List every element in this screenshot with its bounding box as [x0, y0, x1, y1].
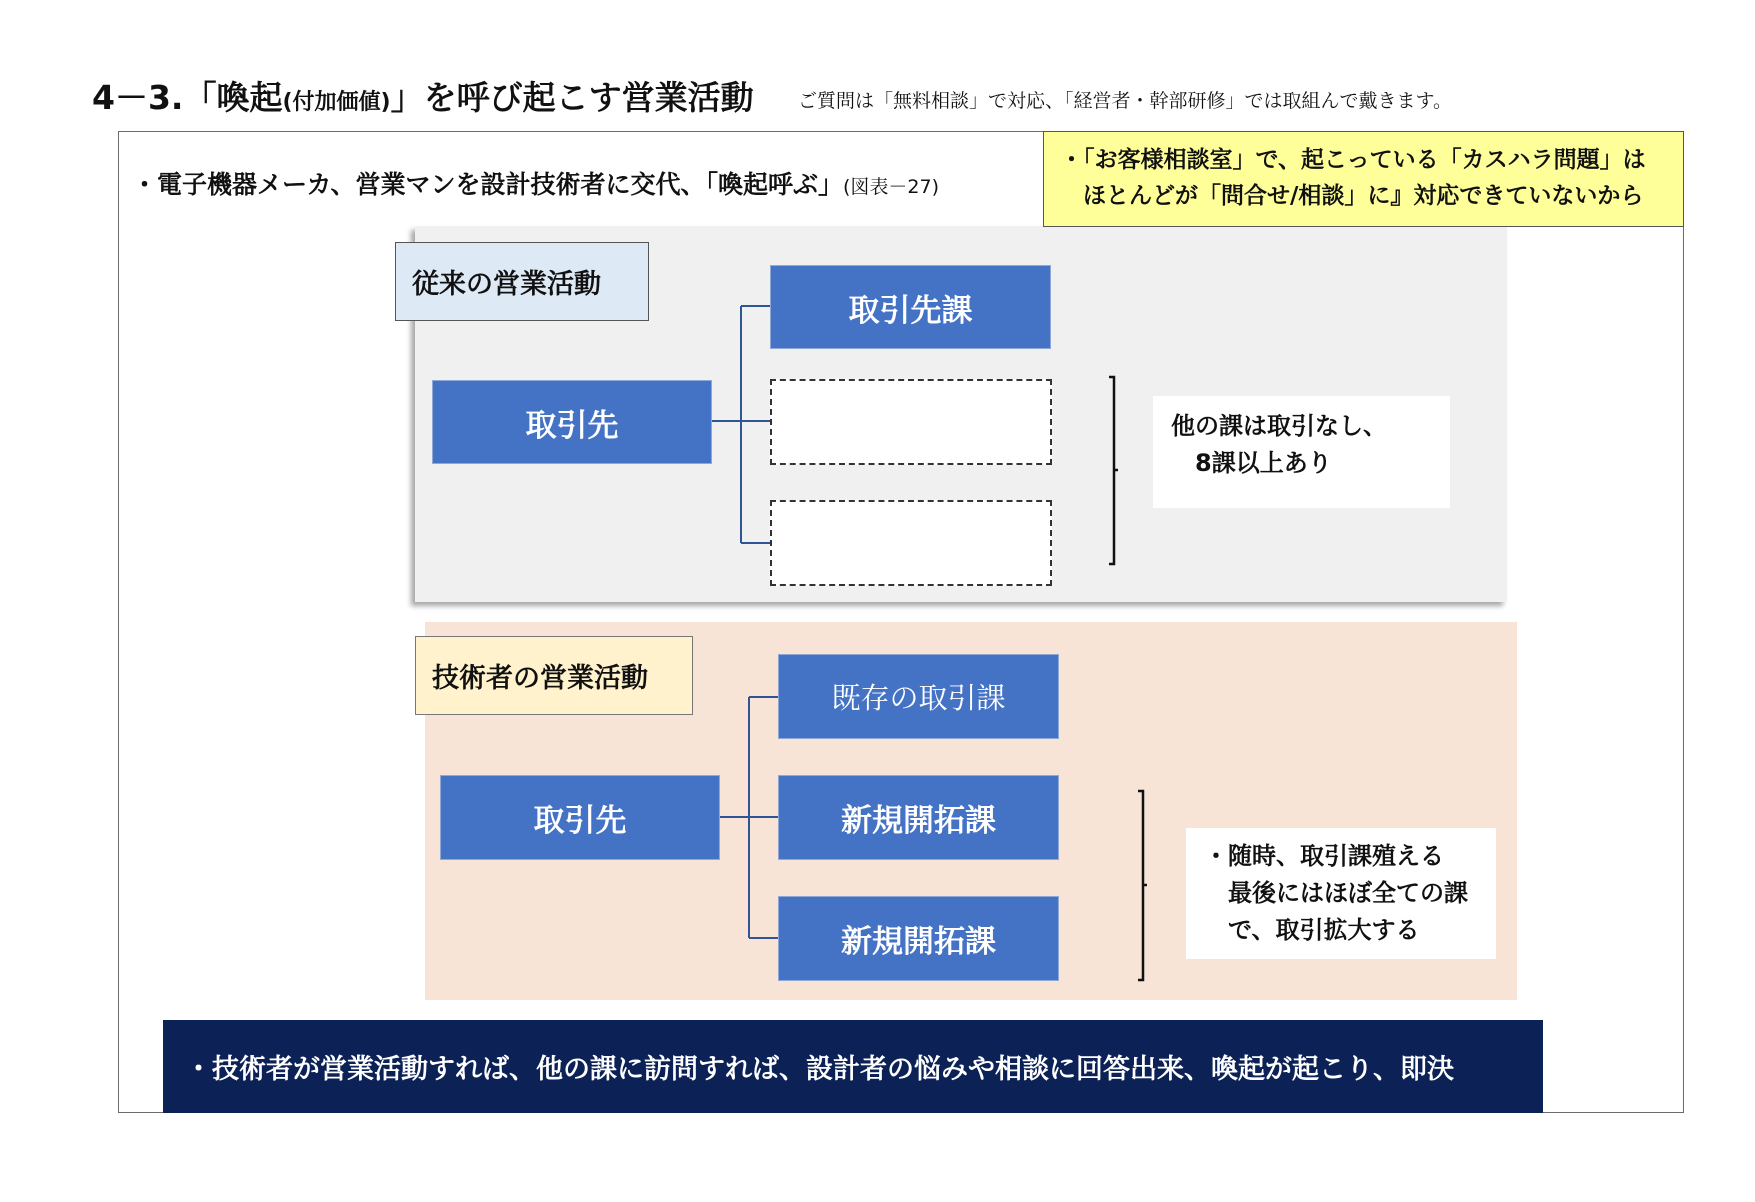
title-small: (付加価値) [282, 90, 391, 115]
conclusion-bar: ・技術者が営業活動すれば、他の課に訪問すれば、設計者の悩みや相談に回答出来、喚起が起こり、即決 [163, 1020, 1543, 1113]
conventional-note-line-1: 他の課は取引なし、 [1171, 412, 1387, 440]
subtitle-text: ・電子機器メーカ、営業マンを設計技術者に交代、「喚起呼ぶ」 [132, 170, 844, 199]
title-end: 」を呼び起こす営業活動 [390, 78, 754, 117]
empty-dept-box-2 [770, 500, 1052, 586]
engineer-note-line-2: 最後にはほぼ全ての課 [1204, 879, 1468, 907]
conventional-label: 従来の営業活動 [395, 242, 649, 321]
conventional-client-box: 取引先 [432, 380, 712, 464]
page-title [92, 72, 754, 119]
subtitle-reference: (図表－27) [843, 176, 940, 198]
conventional-dept-box: 取引先課 [770, 265, 1051, 349]
conventional-note-line-2: 8課以上あり [1171, 449, 1332, 477]
title-main: 4－3.「喚起 [92, 78, 283, 117]
new-dept-box-1: 新規開拓課 [778, 775, 1059, 860]
conventional-note-box [1153, 396, 1450, 508]
existing-dept-box: 既存の取引課 [778, 654, 1059, 739]
callout-line-1: ・「お客様相談室」で、起こっている「カスハラ問題」は [1060, 147, 1646, 173]
engineer-client-box: 取引先 [440, 775, 720, 860]
empty-dept-box-1 [770, 379, 1052, 465]
callout-line-2: ほとんどが「問合せ/相談」に』対応できていないから [1060, 183, 1644, 209]
header-note: ご質問は「無料相談」で対応、「経営者・幹部研修」では取組んで戴きます。 [798, 90, 1452, 112]
callout-box [1043, 131, 1684, 227]
new-dept-box-2: 新規開拓課 [778, 896, 1059, 981]
engineer-note-line-1: ・随時、取引課殖える [1204, 842, 1444, 870]
engineer-label: 技術者の営業活動 [415, 636, 693, 715]
engineer-note-line-3: で、取引拡大する [1204, 916, 1420, 944]
slide-subtitle [132, 165, 939, 201]
engineer-note-box [1186, 828, 1496, 959]
